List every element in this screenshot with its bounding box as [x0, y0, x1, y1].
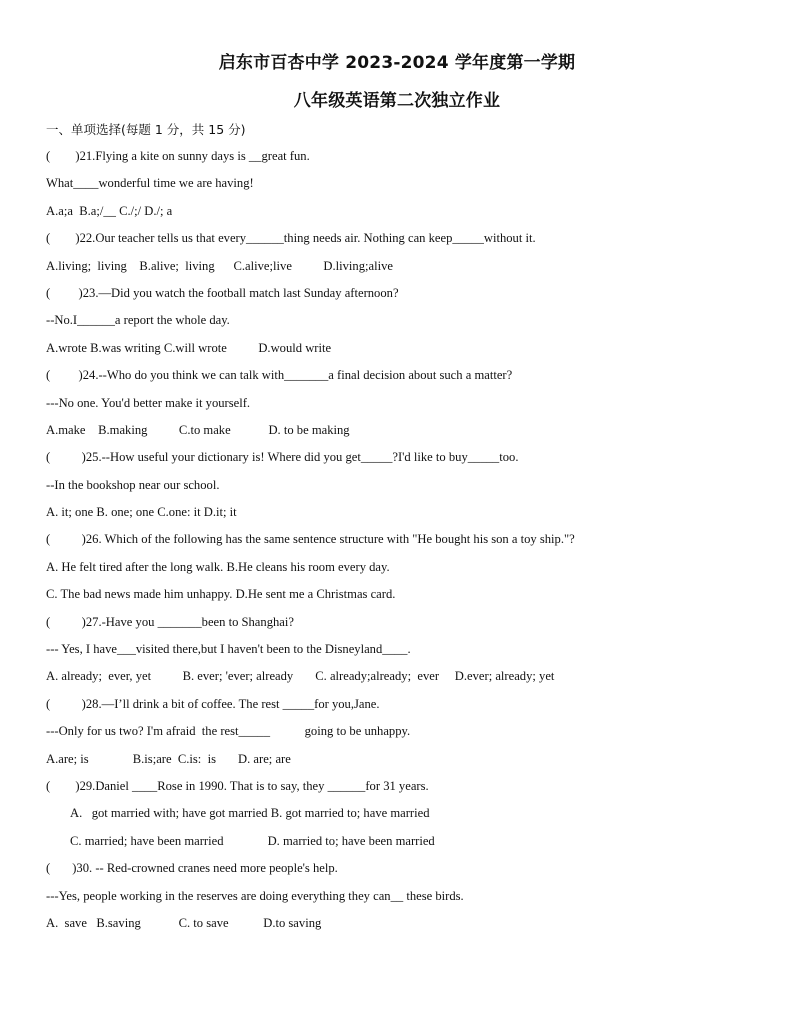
question-29-options-ab: A. got married with; have got married B. got married to; have married: [70, 806, 430, 821]
question-28-stem-2: ---Only for us two? I'm afraid the rest_____ going to be unhappy.: [46, 724, 411, 739]
question-25-options: A. it; one B. one; one C.one: it D.it; it: [46, 505, 237, 520]
question-25-stem: ( )25.--How useful your dictionary is! Where did you get_____?I'd like to buy_____too.: [46, 450, 519, 465]
question-24-options: A.make B.making C.to make D. to be making: [46, 422, 350, 437]
question-list: [46, 146, 746, 940]
question-24-stem: ( )24.--Who do you think we can talk with_______a final decision about such a matter?: [46, 368, 513, 383]
question-30-stem-2: ---Yes, people working in the reserves are doing everything they can__ these birds.: [46, 888, 464, 903]
question-22-options: A.living; living B.alive; living C.alive;live D.living;alive: [46, 258, 393, 273]
question-23-options: A.wrote B.was writing C.will wrote D.would write: [46, 340, 332, 355]
question-23-stem: ( )23.—Did you watch the football match last Sunday afternoon?: [46, 285, 399, 300]
question-29-options-cd: C. married; have been married D. married to; have been married: [70, 833, 435, 848]
question-24-stem-2: ---No one. You'd better make it yourself.: [46, 395, 251, 410]
question-25-stem-2: --In the bookshop near our school.: [46, 477, 220, 492]
section-heading: 一、单项选择(每题 1 分，共 15 分): [46, 122, 246, 137]
question-30-options: A. save B.saving C. to save D.to saving: [46, 915, 322, 930]
document-subtitle: 八年级英语第二次独立作业: [293, 91, 501, 111]
question-26-options-ab: A. He felt tired after the long walk. B.He cleans his room every day.: [46, 559, 390, 574]
question-23-stem-2: --No.I______a report the whole day.: [46, 313, 230, 328]
question-30-stem: ( )30. -- Red-crowned cranes need more people's help.: [46, 861, 338, 876]
question-26-stem: ( )26. Which of the following has the same sentence structure with "He bought his son a toy ship."?: [46, 532, 575, 547]
question-28-options: A.are; is B.is;are C.is: is D. are; are: [46, 751, 291, 766]
question-27-options: A. already; ever, yet B. ever; 'ever; already C. already;already; ever D.ever; already; yet: [46, 669, 555, 684]
question-22-stem: ( )22.Our teacher tells us that every______thing needs air. Nothing can keep_____without it.: [46, 231, 536, 246]
question-21-stem: ( )21.Flying a kite on sunny days is __great fun.: [46, 149, 310, 163]
question-21-stem-2: What____wonderful time we are having!: [46, 176, 254, 191]
question-27-stem: ( )27.-Have you _______been to Shanghai?: [46, 614, 294, 629]
question-29-stem: ( )29.Daniel ____Rose in 1990. That is to say, they ______for 31 years.: [46, 778, 429, 793]
document-title: 启东市百杏中学 2023-2024 学年度第一学期: [218, 53, 576, 73]
question-26-options-cd: C. The bad news made him unhappy. D.He sent me a Christmas card.: [46, 587, 396, 602]
question-21-options: A.a;a B.a;/__ C./;/ D./; a: [46, 203, 173, 218]
question-27-stem-2: --- Yes, I have___visited there,but I haven't been to the Disneyland____.: [46, 642, 411, 657]
question-28-stem: ( )28.—I’ll drink a bit of coffee. The rest _____for you,Jane.: [46, 696, 380, 711]
